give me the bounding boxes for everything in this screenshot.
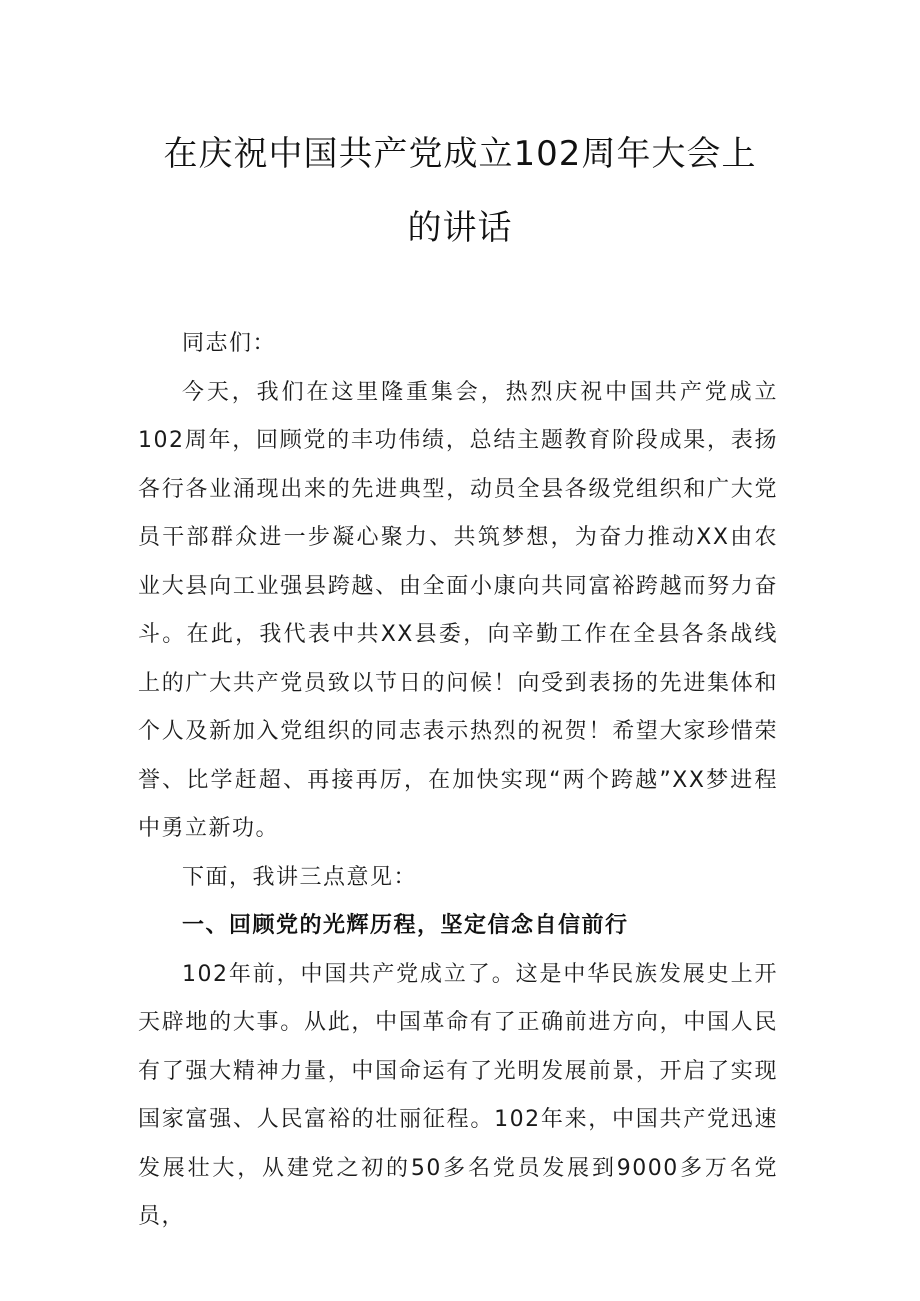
document-title-line-2: 的讲话 [407, 208, 513, 248]
paragraph-history: 102年前，中国共产党成立了。这是中华民族发展史上开天辟地的大事。从此，中国革命有了正确前进方向，中国人民有了强大精神力量，中国命运有了光明发展前景，开启了实现国家富强、人民富裕的壮丽征程。102年来，中国共产党迅速发展壮大，从建党之初的50多名党员发展到9000多万名党员， [138, 961, 778, 1229]
document-body [138, 320, 778, 1242]
section-heading-1: 一、回顾党的光辉历程，坚定信念自信前行 [182, 913, 629, 938]
paragraph-outline: 下面，我讲三点意见： [182, 864, 418, 890]
document-title-line-1: 在庆祝中国共产党成立102周年大会上 [163, 134, 757, 174]
salutation: 同志们： [182, 331, 277, 356]
paragraph-opening: 今天，我们在这里隆重集会，热烈庆祝中国共产党成立102周年，回顾党的丰功伟绩，总结主题教育阶段成果，表扬各行各业涌现出来的先进典型，动员全县各级党组织和广大党员干部群众进一步凝心聚力、共筑梦想，为奋力推动XX由农业大县向工业强县跨越、由全面小康向共同富裕跨越而努力奋斗。在此，我代表中共XX县委，向辛勤工作在全县各条战线上的广大共产党员致以节日的问候！向受到表扬的先进集体和个人及新加入党组织的同志表示热烈的祝贺！希望大家珍惜荣誉、比学赶超、再接再厉，在加快实现“两个跨越”XX梦进程中勇立新功。 [138, 379, 778, 841]
